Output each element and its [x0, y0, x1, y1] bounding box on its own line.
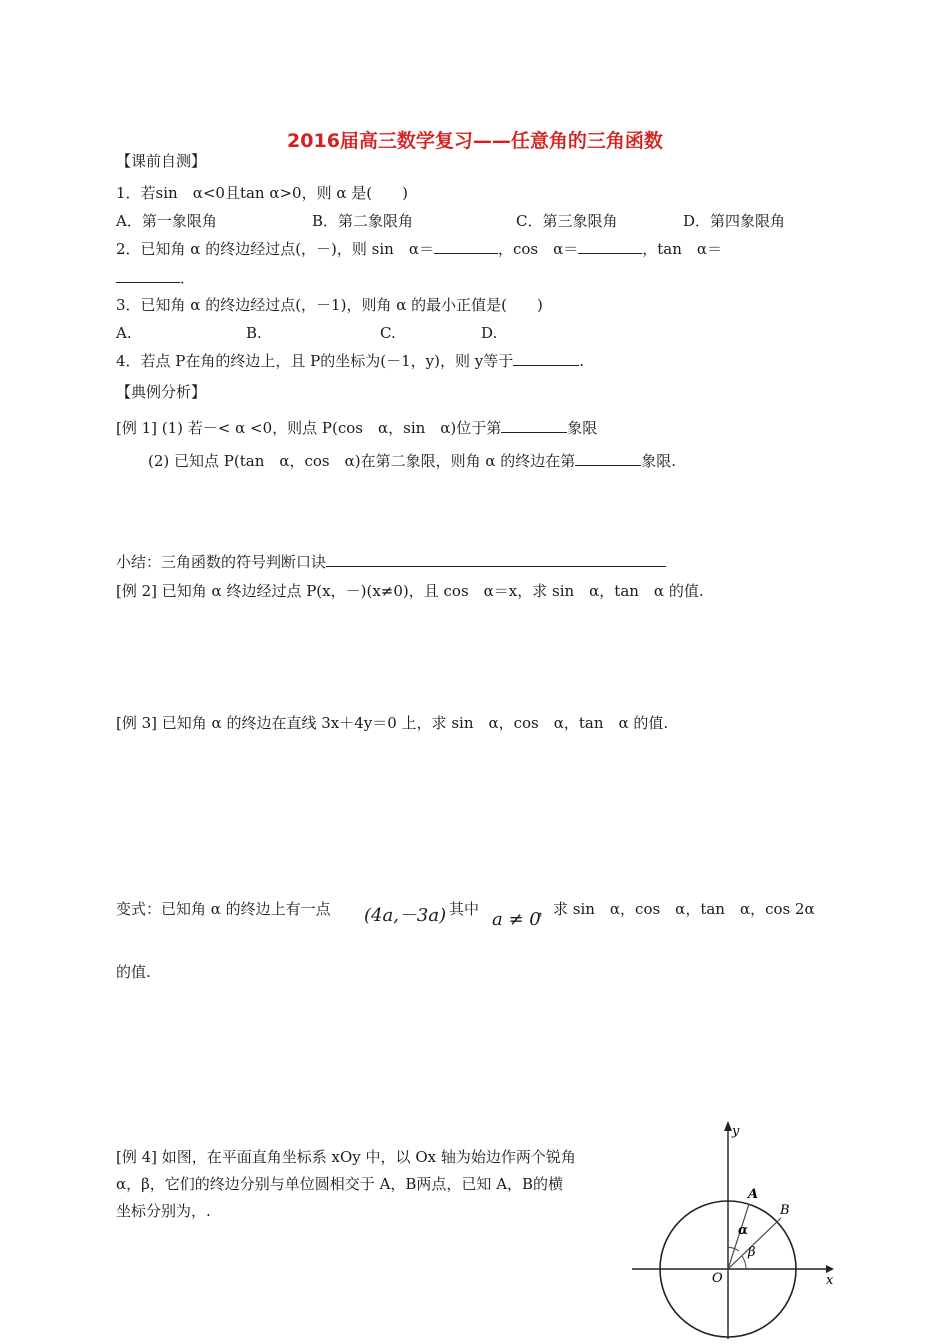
question-3-option-b: B.: [246, 324, 262, 342]
answer-blank: [116, 268, 180, 283]
beta-label: β: [748, 1245, 756, 1260]
variant-text-2: ，其中: [434, 900, 480, 918]
variant-text-1: 变式：已知角 α 的终边上有一点: [116, 900, 331, 918]
question-2-line-1: [116, 239, 722, 259]
section-heading-examples: 【典例分析】: [116, 383, 207, 401]
question-1-option-b: B．第二象限角: [312, 212, 414, 230]
answer-blank: [575, 451, 641, 466]
origin-label: O: [712, 1271, 723, 1286]
variant-text-3: ，求 sin α，cos α，tan α，cos 2α: [538, 900, 815, 918]
example-2: [例 2] 已知角 α 终边经过点 P(x，－)(x≠0)，且 cos α＝x，求 sin α，tan α 的值.: [116, 582, 704, 600]
question-3-stem: 3．已知角 α 的终边经过点(，－1)，则角 α 的最小正值是( ): [116, 296, 543, 314]
question-1-option-c: C．第三象限角: [516, 212, 618, 230]
question-1-stem: 1．若sin α<0且tan α>0，则 α 是( ): [116, 184, 408, 202]
x-label: x: [826, 1273, 834, 1288]
summary-line: [116, 552, 666, 572]
variant-condition: a ≠ 0: [492, 909, 541, 930]
alpha-label: α: [738, 1223, 749, 1238]
question-1-option-d: D．第四象限角: [683, 212, 786, 230]
example-1-part-2-end: 象限.: [641, 452, 677, 470]
question-4-stem: 4．若点 P在角的终边上，且 P的坐标为(－1，y)，则 y等于: [116, 352, 514, 370]
question-4-end: .: [579, 352, 585, 370]
section-heading-pretest: 【课前自测】: [116, 152, 207, 170]
question-2-part-1: 2．已知角 α 的终边经过点(，－)，则 sin α＝: [116, 240, 434, 258]
page-title: 2016届高三数学复习——任意角的三角函数: [287, 130, 663, 152]
y-label: y: [732, 1124, 740, 1139]
answer-blank: [513, 351, 579, 366]
question-2-part-3: ，tan α＝: [642, 240, 722, 258]
question-3-option-a: A.: [116, 324, 132, 342]
question-3-option-c: C.: [380, 324, 396, 342]
answer-blank: [578, 239, 642, 254]
beta-arc: [742, 1256, 746, 1269]
question-1-option-a: A．第一象限角: [116, 212, 217, 230]
question-4: [116, 351, 584, 371]
example-1-part-2-text: (2) 已知点 P(tan α，cos α)在第二象限，则角 α 的终边在第: [148, 452, 576, 470]
y-axis-arrow: [724, 1121, 732, 1131]
example-3: [例 3] 已知角 α 的终边在直线 3x＋4y＝0 上，求 sin α，cos α，tan α 的值.: [116, 714, 669, 732]
example-1-part-2: [148, 451, 676, 471]
variant-point: (4a,－3a): [364, 905, 447, 926]
question-2-part-2: ，cos α＝: [497, 240, 579, 258]
variant-text-4: 的值.: [116, 963, 151, 981]
summary-text: 小结：三角函数的符号判断口诀: [116, 553, 327, 571]
answer-blank: [501, 418, 567, 433]
example-1-part-1-text: [例 1] (1) 若－< α <0，则点 P(cos α，sin α)位于第: [116, 419, 502, 437]
x-axis-arrow: [826, 1265, 834, 1273]
example-1-part-1-end: 象限: [567, 419, 598, 437]
example-4-line-3: 坐标分别为，.: [116, 1202, 211, 1220]
point-b-label: B: [780, 1203, 790, 1218]
answer-blank: [434, 239, 498, 254]
point-a-label: A: [748, 1187, 759, 1202]
example-1-part-1: [116, 418, 597, 438]
question-2-end: ．: [180, 269, 196, 287]
example-4-line-1: [例 4] 如图，在平面直角坐标系 xOy 中，以 Ox 轴为始边作两个锐角: [116, 1148, 576, 1166]
example-4-line-2: α，β，它们的终边分别与单位圆相交于 A，B两点，已知 A，B的横: [116, 1175, 564, 1193]
unit-circle-figure: [628, 1117, 842, 1339]
question-2-line-2: [116, 268, 195, 288]
question-3-option-d: D.: [481, 324, 498, 342]
answer-blank: [326, 552, 666, 567]
